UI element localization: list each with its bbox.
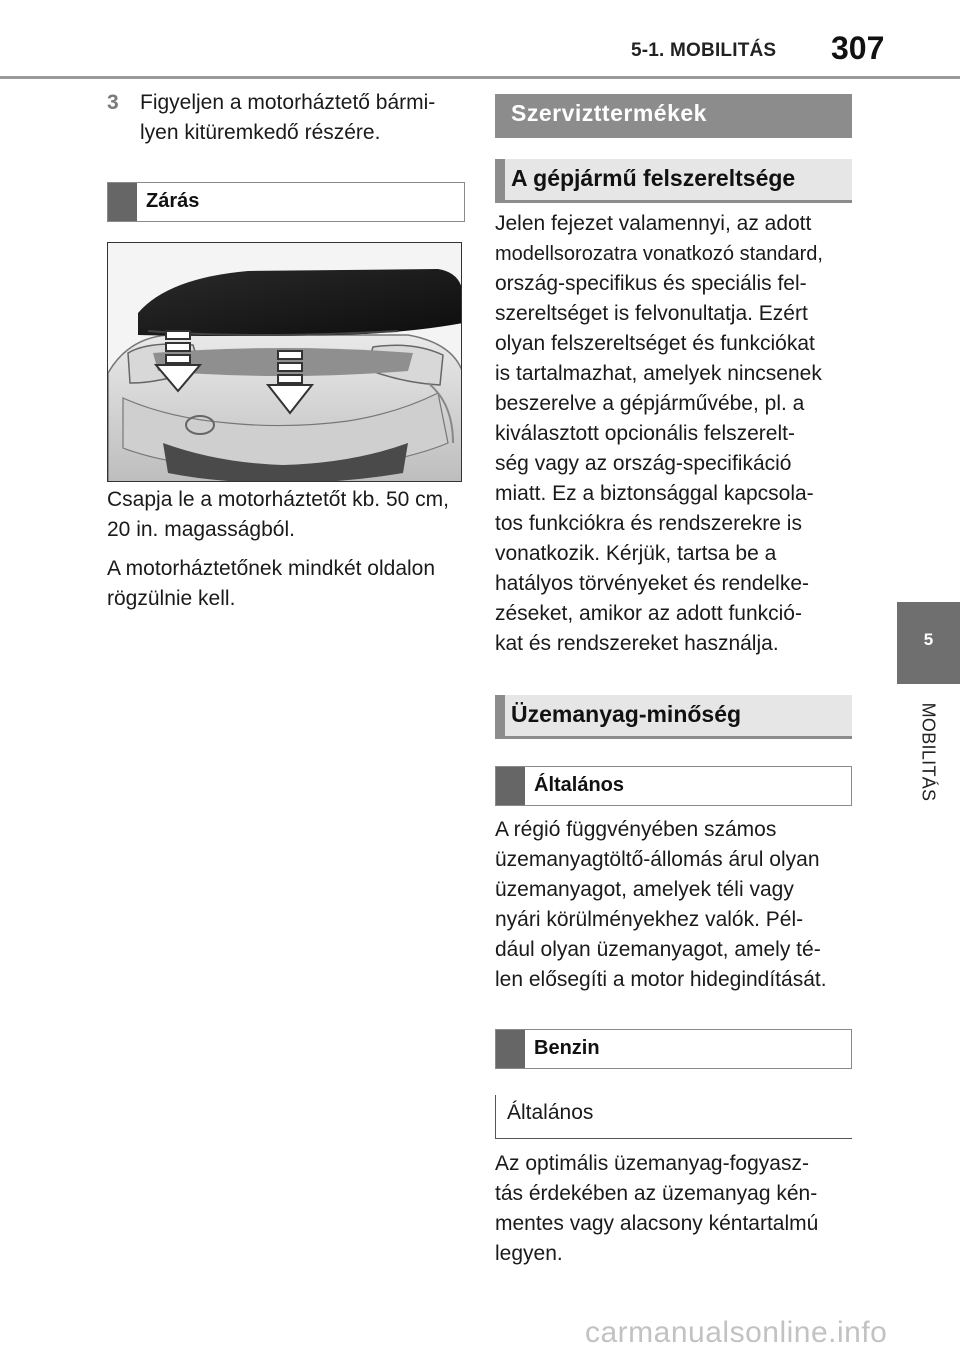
paragraph-line: kat és rendszereket használja.	[495, 632, 779, 655]
section-title-equipment	[495, 159, 852, 203]
chapter-side-label: MOBILITÁS	[918, 702, 939, 802]
step-text-line: Figyeljen a motorháztető bármi-	[140, 91, 436, 114]
paragraph-line: dául olyan üzemanyagot, amely té-	[495, 938, 821, 961]
petrol-paragraph	[495, 1149, 852, 1269]
paragraph-line: rögzülnie kell.	[107, 587, 236, 610]
paragraph-line: A régió függvényében számos	[495, 818, 777, 841]
paragraph-line: kiválasztott opcionális felszerelt-	[495, 422, 795, 445]
paragraph-line: tás érdekében az üzemanyag kén-	[495, 1182, 818, 1205]
paragraph-line: mentes vagy alacsony kéntartalmú	[495, 1212, 819, 1235]
paragraph-line: Csapja le a motorháztetőt kb. 50 cm,	[107, 488, 449, 511]
subhead-petrol	[495, 1029, 852, 1069]
subhead-title: Benzin	[534, 1037, 600, 1059]
paragraph-line: modellsorozatra vonatkozó standard,	[495, 243, 823, 265]
hood-closing-illustration	[107, 242, 462, 482]
section-title-marker	[495, 695, 505, 736]
car-hood-drawing	[108, 243, 462, 482]
paragraph-line: 20 in. magasságból.	[107, 518, 295, 541]
paragraph-line: is tartalmazhat, amelyek nincsenek	[495, 362, 822, 385]
subhead-general	[495, 766, 852, 806]
paragraph-line: ség vagy az ország-specifikáció	[495, 452, 792, 475]
subsub-title: Általános	[507, 1101, 594, 1124]
paragraph-line: olyan felszereltséget és funkciókat	[495, 332, 815, 355]
paragraph-line: tos funkciókra és rendszerekre is	[495, 512, 802, 535]
paragraph-line: vonatkozik. Kérjük, tartsa be a	[495, 542, 777, 565]
paragraph-line: miatt. Ez a biztonsággal kapcsola-	[495, 482, 814, 505]
paragraph-line: üzemanyagot, amelyek téli vagy	[495, 878, 794, 901]
subhead-title: Zárás	[146, 190, 200, 212]
step-number: 3	[107, 91, 119, 114]
subhead-marker	[108, 183, 137, 221]
main-section-title-text: Szervizttermékek	[511, 100, 707, 126]
paragraph-line: üzemanyagtöltő-állomás árul olyan	[495, 848, 820, 871]
step-item	[107, 88, 465, 148]
main-section-title	[495, 94, 852, 138]
paragraph-line: zéseket, amikor az adott funkció-	[495, 602, 802, 625]
paragraph-line: hatályos törvényeket és rendelke-	[495, 572, 810, 595]
paragraph-line: nyári körülményekhez valók. Pél-	[495, 908, 804, 931]
page-number: 307	[831, 30, 885, 66]
paragraph-line: szereltséget is felvonultatja. Ezért	[495, 302, 808, 325]
section-title-marker	[495, 159, 505, 200]
paragraph-line: A motorháztetőnek mindkét oldalon	[107, 557, 436, 580]
paragraph-line: ország-specifikus és speciális fel-	[495, 272, 807, 295]
subhead-closing	[107, 182, 465, 222]
paragraph-line: Jelen fejezet valamennyi, az adott	[495, 212, 812, 235]
section-label: 5-1. MOBILITÁS	[631, 40, 777, 61]
subhead-marker	[496, 767, 525, 805]
step-text-line: lyen kitüremkedő részére.	[140, 121, 381, 144]
subsub-general	[495, 1095, 852, 1139]
header-divider	[0, 76, 960, 79]
subhead-title: Általános	[534, 774, 625, 796]
watermark[interactable]: carmanualsonline.info	[585, 1316, 888, 1349]
paragraph-line: legyen.	[495, 1242, 563, 1265]
equipment-paragraph	[495, 209, 852, 659]
subhead-marker	[496, 1030, 525, 1068]
paragraph-line: len elősegíti a motor hidegindítását.	[495, 968, 827, 991]
chapter-tab[interactable]	[897, 602, 960, 684]
chapter-tab-number: 5	[923, 630, 934, 649]
paragraph-line: beszerelve a gépjárművébe, pl. a	[495, 392, 805, 415]
fuel-quality-paragraph	[495, 815, 852, 995]
section-title-fuel-quality	[495, 695, 852, 739]
section-title-text: A gépjármű felszereltsége	[511, 165, 796, 191]
paragraph-line: Az optimális üzemanyag-fogyasz-	[495, 1152, 809, 1175]
section-title-text: Üzemanyag-minőség	[511, 701, 742, 727]
